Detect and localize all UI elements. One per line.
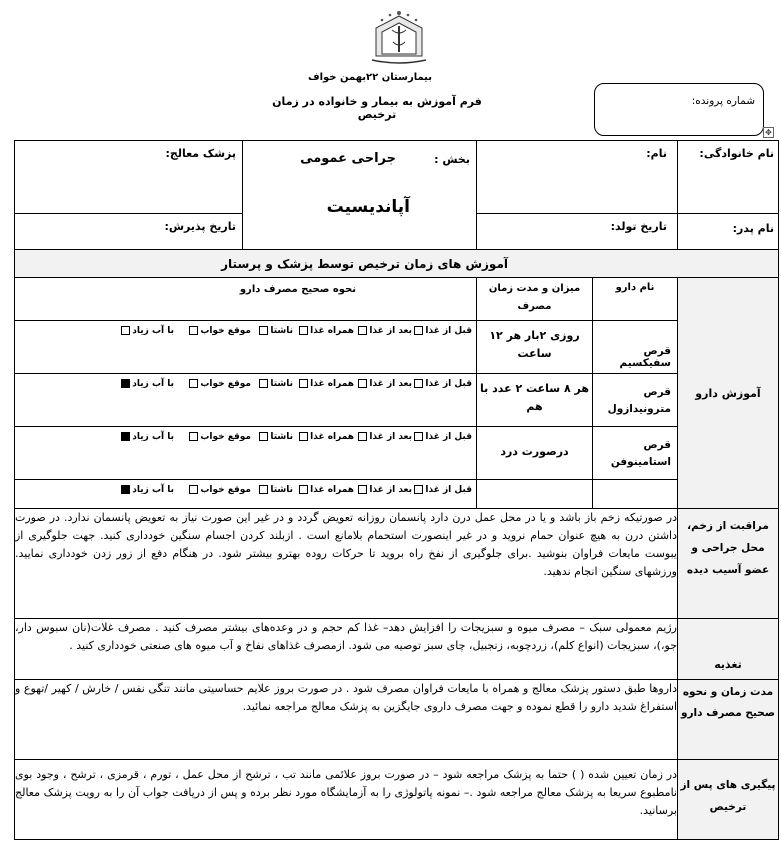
table-move-handle-icon[interactable]: ✥ [763,127,774,138]
family-name-cell [678,141,779,214]
usage-option-label: موقع خواب [200,326,251,336]
family-name-label: نام خانوادگی: [699,147,774,160]
checkbox-icon[interactable] [259,326,268,335]
drug-name-4 [593,480,678,509]
checkbox-icon[interactable] [121,326,130,335]
usage-option-label: ناشتا [270,326,293,336]
usage-options-2 [15,374,477,427]
usage-option-2-0[interactable] [412,432,472,442]
first-name-label: نام: [646,147,667,160]
nutrition-text: رژیم معمولی سبک – مصرف میوه و سبزیجات را افزایش دهد– غذا کم حجم و در وعده‌های بیشتر مصرف کنید . مصرف غلات(نان سبوس دار، جو،)، سبزیجات (انواع کلم)، زردچوبه، زنجبیل، چای سبز توصیه می شود. ازمصرف غذاهای نفاخ و آب میوه های صنعتی خودداری کنید . [15,619,678,680]
discharge-form-table [14,140,779,840]
dose-2: هر ۸ ساعت ۲ عدد با هم [477,374,593,427]
usage-option-2-5[interactable] [119,432,174,442]
checkbox-icon[interactable] [358,379,367,388]
father-name-label: نام پدر: [732,222,774,235]
usage-option-3-4[interactable] [187,485,251,495]
dose-3: درصورت درد [477,427,593,480]
checkbox-icon[interactable] [259,485,268,494]
father-name-cell [678,214,779,250]
usage-option-label: همراه غذا [310,326,354,336]
first-name-cell [477,141,678,214]
dose-1: روزی ۲بار هر ۱۲ ساعت [477,321,593,374]
file-number-label: شماره پرونده: [691,95,755,107]
checkbox-icon[interactable] [299,432,308,441]
checkbox-icon[interactable] [189,326,198,335]
usage-options-3 [15,427,477,480]
usage-option-2-4[interactable] [187,432,251,442]
usage-option-label: قبل از غذا [425,326,472,336]
section-title: آموزش های زمان ترخیص توسط پزشک و پرستار [15,250,779,278]
ward-cell [243,141,477,250]
checkbox-icon[interactable] [189,432,198,441]
usage-options-4 [15,480,477,509]
checkbox-icon[interactable] [259,379,268,388]
nutrition-label: تغذیه [678,619,779,680]
usage-option-label: بعد از غذا [369,326,412,336]
physician-cell [15,141,243,214]
birth-date-cell [477,214,678,250]
hospital-name: بیمارستان ۲۲بهمن خواف [307,72,433,83]
checkbox-icon[interactable] [121,379,130,388]
drug-name-1: قرص سفیکسیم [593,321,678,374]
usage-time-text: داروها طبق دستور پزشک معالج و همراه با مایعات فراوان مصرف شود . در صورت بروز علایم حساسیتی مانند تنگی نفس / خارش / کهیر /تهوع و استفراغ شدید دارو را قطع نموده و جهت مصرف داروی جایگزین به پزشک معالج مراجعه نمائید. [15,680,678,760]
usage-option-label: با آب زیاد [132,485,174,495]
checkbox-icon[interactable] [299,326,308,335]
checkbox-icon[interactable] [189,485,198,494]
usage-options-1 [15,321,477,374]
checkbox-icon[interactable] [189,379,198,388]
usage-option-2-3[interactable] [257,432,293,442]
usage-option-label: موقع خواب [200,485,251,495]
usage-option-0-4[interactable] [187,326,251,336]
drug-name-header: نام دارو [593,278,678,321]
usage-option-label: ناشتا [270,379,293,389]
usage-option-label: با آب زیاد [132,379,174,389]
usage-option-0-3[interactable] [257,326,293,336]
usage-option-label: با آب زیاد [132,326,174,336]
usage-option-label: ناشتا [270,485,293,495]
usage-option-label: ناشتا [270,432,293,442]
checkbox-icon[interactable] [299,485,308,494]
file-number-box [594,83,764,136]
usage-option-label: همراه غذا [310,379,354,389]
followup-label: پیگیری های پس از ترخیص [678,760,779,840]
checkbox-icon[interactable] [358,485,367,494]
usage-option-label: قبل از غذا [425,379,472,389]
usage-header: نحوه صحیح مصرف دارو [15,278,477,321]
usage-option-label: قبل از غذا [425,485,472,495]
usage-option-0-5[interactable] [119,326,174,336]
usage-option-0-2[interactable] [297,326,354,336]
ward-value: جراحی عمومی [300,151,396,166]
usage-option-1-4[interactable] [187,379,251,389]
admission-date-label: تاریخ پذیرش: [164,220,236,233]
usage-option-1-0[interactable] [412,379,472,389]
checkbox-icon[interactable] [358,432,367,441]
diagnosis: آپاندیسیت [326,197,410,217]
drug-name-3: قرص استامینوفن [593,427,678,480]
checkbox-icon[interactable] [414,432,423,441]
usage-option-0-1[interactable] [356,326,412,336]
usage-option-3-2[interactable] [297,485,354,495]
form-title: فرم آموزش به بیمار و خانواده در زمان ترخیص [272,95,482,121]
usage-option-label: قبل از غذا [425,432,472,442]
usage-option-label: با آب زیاد [132,432,174,442]
usage-option-3-1[interactable] [356,485,412,495]
physician-label: پزشک معالج: [165,147,236,160]
ward-label: بخش : [434,153,470,166]
checkbox-icon[interactable] [121,485,130,494]
checkbox-icon[interactable] [414,485,423,494]
checkbox-icon[interactable] [414,326,423,335]
usage-option-3-0[interactable] [412,485,472,495]
usage-option-label: موقع خواب [200,432,251,442]
usage-option-label: بعد از غذا [369,432,412,442]
hospital-logo [368,8,430,64]
usage-option-label: بعد از غذا [369,485,412,495]
usage-option-1-2[interactable] [297,379,354,389]
care-label: مراقبت از زخم، محل جراحی و عضو آسیب دیده [678,509,779,619]
usage-time-label: مدت زمان و نحوه صحیح مصرف دارو [678,680,779,760]
usage-option-1-1[interactable] [356,379,412,389]
usage-option-3-5[interactable] [119,485,174,495]
followup-text: در زمان تعیین شده ( ) حتما به پزشک مراجعه شود – در صورت بروز علائمی مانند تب ، ترشح از محل عمل ، تورم ، قرمزی ، ترشح ، وجود بوی نامطبوع سریعا به پزشک معالج مراجعه شود .– نمونه پاتولوژی را به آزمایشگاه مورد نظر برده و پس از دریافت جواب آن را به رویت پزشک معالج برسانید. [15,760,678,840]
care-text: در صورتیکه زخم باز باشد و یا در محل عمل درن دارد پانسمان روزانه تعویض گردد و در غیر این صورت نیاز به تعویض پانسمان ندارد. در صورت داشتن درن به هیچ عنوان حمام نروید و در غیر اینصورت استحمام بلامانع است . ازبلند کردن اجسام سنگین خودداری کنید. جهت جلوگیری از یبوست مایعات فراوان بنوشید .برای جلوگیری از نفخ راه بروید تا حرکات روده بهترو بیشتر شود. در هنگام دفع از زور زدن خودداری نمایید. ورزشهای سنگین انجام ندهید. [15,509,678,619]
usage-option-3-3[interactable] [257,485,293,495]
drug-section-label: آموزش دارو [678,278,779,509]
usage-option-1-5[interactable] [119,379,174,389]
checkbox-icon[interactable] [121,432,130,441]
usage-option-label: موقع خواب [200,379,251,389]
checkbox-icon[interactable] [414,379,423,388]
checkbox-icon[interactable] [259,432,268,441]
usage-option-label: همراه غذا [310,485,354,495]
usage-option-2-2[interactable] [297,432,354,442]
usage-option-0-0[interactable] [412,326,472,336]
checkbox-icon[interactable] [299,379,308,388]
usage-option-label: همراه غذا [310,432,354,442]
birth-date-label: تاریخ تولد: [610,220,667,233]
drug-name-2: قرص مترونیدازول [593,374,678,427]
usage-option-1-3[interactable] [257,379,293,389]
usage-option-2-1[interactable] [356,432,412,442]
checkbox-icon[interactable] [358,326,367,335]
dose-header: میزان و مدت زمان مصرف [477,278,593,321]
admission-date-cell [15,214,243,250]
usage-option-label: بعد از غذا [369,379,412,389]
dose-4 [477,480,593,509]
